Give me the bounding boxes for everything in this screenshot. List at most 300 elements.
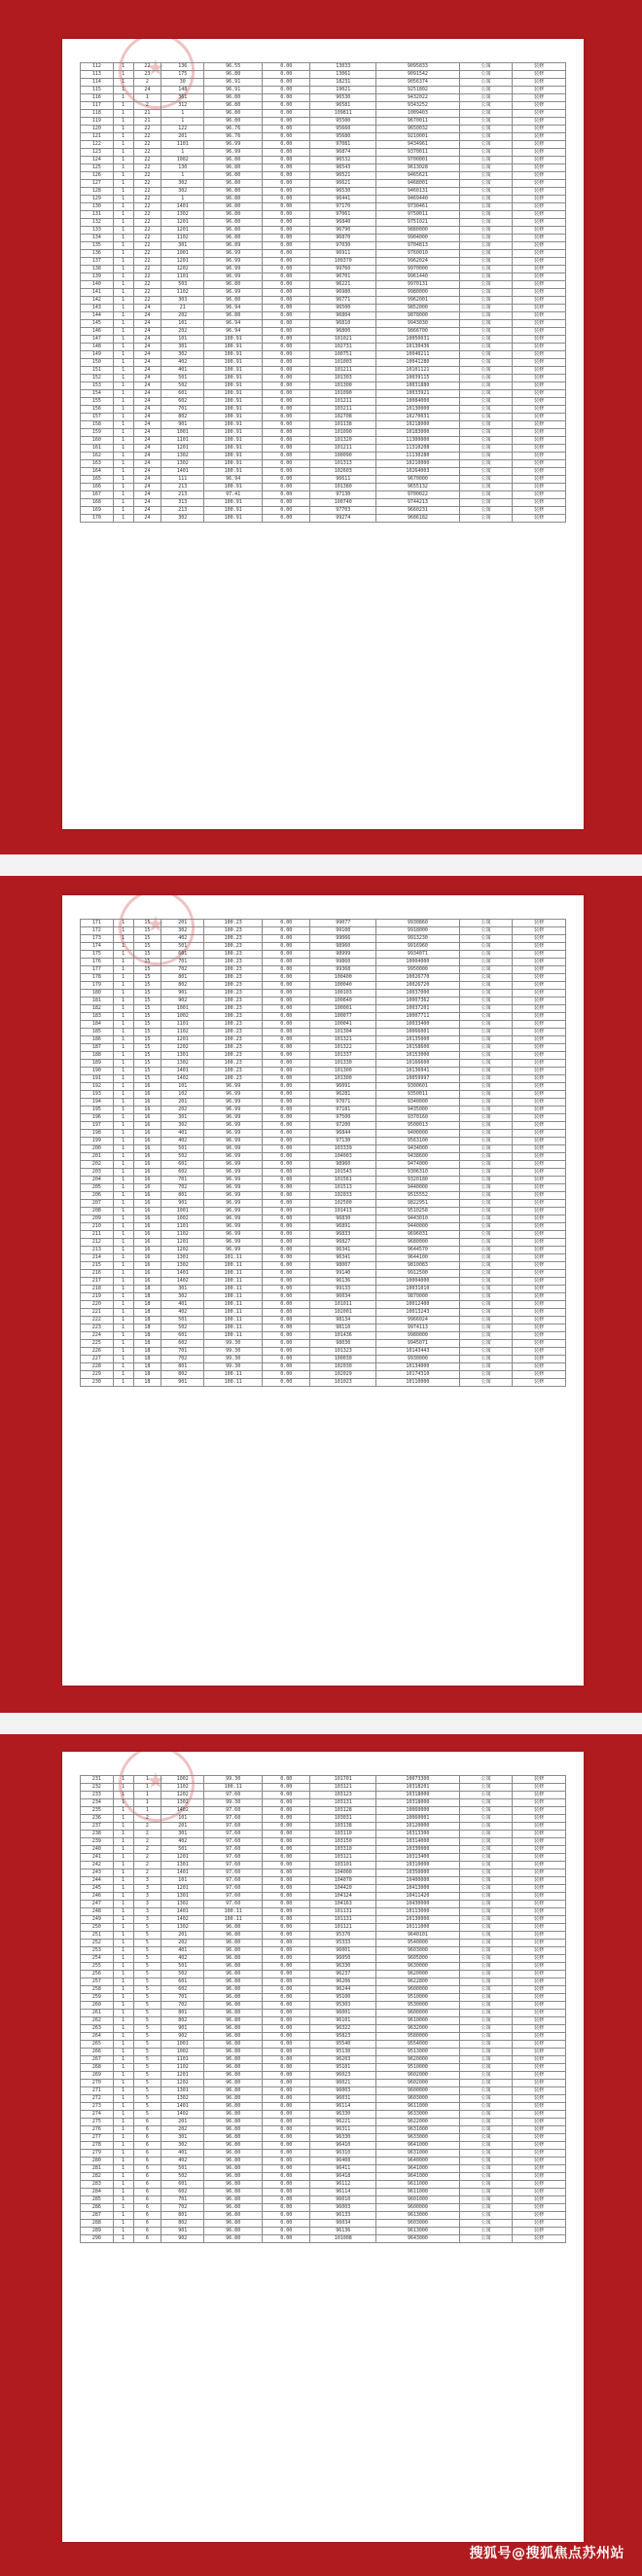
cell-usage: 公寓 — [459, 1262, 513, 1270]
cell-usage: 公寓 — [459, 1869, 513, 1877]
cell-row-no: 184 — [81, 1021, 114, 1029]
cell-row-no: 195 — [81, 1107, 114, 1114]
table-row — [81, 188, 566, 196]
cell-usage: 公寓 — [459, 1807, 513, 1815]
cell-decoration: 装修 — [513, 943, 566, 951]
cell-usage: 公寓 — [459, 1091, 513, 1099]
cell-unit: 16 — [133, 1099, 161, 1107]
cell-building: 1 — [113, 63, 133, 71]
cell-extra: 0.00 — [263, 2103, 310, 2111]
cell-row-no: 151 — [81, 367, 114, 375]
cell-building: 1 — [113, 1947, 133, 1955]
cell-area: 100.91 — [204, 344, 263, 351]
cell-usage: 公寓 — [459, 2041, 513, 2049]
table-row — [81, 1200, 566, 1208]
table-row — [81, 1231, 566, 1239]
table-row — [81, 1916, 566, 1924]
cell-area: 100.91 — [204, 429, 263, 437]
cell-total-price: 11300000 — [376, 437, 460, 445]
cell-extra: 0.00 — [263, 2025, 310, 2033]
cell-building: 1 — [113, 1286, 133, 1293]
cell-room: 1302 — [161, 211, 204, 219]
cell-unit-price: 97200 — [310, 1122, 376, 1130]
cell-unit-price: 95823 — [310, 2033, 376, 2041]
cell-unit: 15 — [133, 920, 161, 927]
cell-total-price: 9510000 — [376, 2064, 460, 2072]
cell-extra: 0.00 — [263, 328, 310, 336]
page-gap — [0, 854, 642, 876]
cell-usage: 公寓 — [459, 1021, 513, 1029]
cell-usage: 公寓 — [459, 63, 513, 71]
cell-usage: 公寓 — [459, 289, 513, 297]
cell-unit: 3 — [133, 1916, 161, 1924]
cell-decoration: 装修 — [513, 71, 566, 79]
cell-room: 313 — [161, 499, 204, 507]
cell-decoration: 装修 — [513, 2173, 566, 2181]
cell-building: 1 — [113, 1807, 133, 1815]
cell-unit-price: 101323 — [310, 1348, 376, 1356]
cell-building: 1 — [113, 2150, 133, 2158]
cell-decoration: 装修 — [513, 2111, 566, 2119]
table-row — [81, 1901, 566, 1908]
cell-building: 1 — [113, 1978, 133, 1986]
cell-area: 96.80 — [204, 2103, 263, 2111]
cell-decoration: 装修 — [513, 336, 566, 344]
cell-decoration: 装修 — [513, 1854, 566, 1862]
cell-room: 1002 — [161, 157, 204, 164]
cell-room: 402 — [161, 1138, 204, 1145]
cell-unit-price: 101320 — [310, 437, 376, 445]
cell-unit-price: 101513 — [310, 1184, 376, 1192]
cell-building: 1 — [113, 974, 133, 982]
cell-total-price: 9530000 — [376, 2002, 460, 2010]
cell-usage: 公寓 — [459, 1893, 513, 1901]
cell-usage: 公寓 — [459, 1192, 513, 1200]
cell-usage: 公寓 — [459, 437, 513, 445]
cell-building: 1 — [113, 1792, 133, 1799]
cell-building: 1 — [113, 1776, 133, 1784]
cell-total-price: 10004000 — [376, 959, 460, 966]
cell-extra: 0.00 — [263, 94, 310, 102]
cell-building: 1 — [113, 1192, 133, 1200]
cell-building: 1 — [113, 982, 133, 990]
cell-row-no: 257 — [81, 1978, 114, 1986]
cell-room: 602 — [161, 1169, 204, 1177]
cell-area: 96.99 — [204, 1099, 263, 1107]
cell-usage: 公寓 — [459, 211, 513, 219]
cell-room: 1102 — [161, 1029, 204, 1036]
cell-usage: 公寓 — [459, 312, 513, 320]
cell-total-price: 9878000 — [376, 312, 460, 320]
table-row — [81, 1955, 566, 1963]
cell-total-price: 9469440 — [376, 196, 460, 203]
cell-unit: 16 — [133, 1215, 161, 1223]
cell-decoration: 装修 — [513, 2025, 566, 2033]
cell-area: 96.99 — [204, 258, 263, 266]
cell-decoration: 装修 — [513, 266, 566, 273]
cell-room: 401 — [161, 367, 204, 375]
cell-unit-price: 100090 — [310, 453, 376, 460]
cell-extra: 0.00 — [263, 1823, 310, 1831]
cell-total-price: 10013243 — [376, 1309, 460, 1317]
cell-room: 702 — [161, 966, 204, 974]
cell-room: 1302 — [161, 453, 204, 460]
cell-area: 96.94 — [204, 476, 263, 484]
cell-unit: 18 — [133, 1379, 161, 1387]
cell-usage: 公寓 — [459, 935, 513, 943]
cell-building: 1 — [113, 1356, 133, 1363]
cell-usage: 公寓 — [459, 1978, 513, 1986]
cell-decoration: 装修 — [513, 1231, 566, 1239]
cell-room: 801 — [161, 2212, 204, 2220]
cell-unit: 2 — [133, 79, 161, 87]
cell-decoration: 装修 — [513, 367, 566, 375]
cell-unit: 22 — [133, 289, 161, 297]
cell-unit: 16 — [133, 1192, 161, 1200]
cell-room: 901 — [161, 2025, 204, 2033]
cell-building: 1 — [113, 79, 133, 87]
cell-usage: 公寓 — [459, 460, 513, 468]
cell-room: 802 — [161, 2220, 204, 2228]
cell-usage: 公寓 — [459, 1971, 513, 1978]
cell-unit: 18 — [133, 1363, 161, 1371]
cell-area: 96.80 — [204, 1940, 263, 1947]
cell-building: 1 — [113, 1348, 133, 1356]
cell-unit: 22 — [133, 235, 161, 242]
cell-unit-price: 99100 — [310, 927, 376, 935]
cell-unit-price: 101561 — [310, 1177, 376, 1184]
cell-total-price: 10350000 — [376, 1869, 460, 1877]
cell-decoration: 装修 — [513, 951, 566, 959]
cell-total-price: 9510000 — [376, 1994, 460, 2002]
cell-usage: 公寓 — [459, 1792, 513, 1799]
table-row — [81, 1340, 566, 1348]
cell-unit-price: 96408 — [310, 2158, 376, 2165]
table-row — [81, 421, 566, 429]
cell-usage: 公寓 — [459, 2150, 513, 2158]
cell-unit: 16 — [133, 1239, 161, 1247]
table-row — [81, 453, 566, 460]
cell-usage: 公寓 — [459, 2049, 513, 2056]
cell-unit-price: 100400 — [310, 974, 376, 982]
cell-unit-price: 100030 — [310, 1356, 376, 1363]
cell-building: 1 — [113, 1838, 133, 1846]
cell-unit-price: 96330 — [310, 2134, 376, 2142]
cell-building: 1 — [113, 351, 133, 359]
cell-extra: 0.00 — [263, 951, 310, 959]
cell-building: 1 — [113, 1239, 133, 1247]
cell-extra: 0.00 — [263, 258, 310, 266]
cell-building: 1 — [113, 1083, 133, 1091]
cell-row-no: 122 — [81, 141, 114, 149]
cell-room: 1102 — [161, 2064, 204, 2072]
cell-unit: 24 — [133, 507, 161, 515]
cell-decoration: 装修 — [513, 94, 566, 102]
cell-extra: 0.00 — [263, 1138, 310, 1145]
cell-usage: 公寓 — [459, 1145, 513, 1153]
cell-decoration: 装修 — [513, 281, 566, 289]
cell-row-no: 280 — [81, 2158, 114, 2165]
cell-room: 1201 — [161, 1854, 204, 1862]
cell-unit-price: 101090 — [310, 429, 376, 437]
cell-building: 1 — [113, 1869, 133, 1877]
cell-row-no: 153 — [81, 382, 114, 390]
cell-unit-price: 109811 — [310, 110, 376, 118]
cell-unit-price: 97061 — [310, 211, 376, 219]
cell-unit-price: 101138 — [310, 421, 376, 429]
cell-building: 1 — [113, 172, 133, 180]
cell-area: 100.11 — [204, 1317, 263, 1324]
cell-area: 100.91 — [204, 460, 263, 468]
cell-building: 1 — [113, 1846, 133, 1854]
cell-extra: 0.00 — [263, 1184, 310, 1192]
cell-building: 1 — [113, 1122, 133, 1130]
cell-row-no: 185 — [81, 1029, 114, 1036]
cell-unit-price: 95500 — [310, 118, 376, 126]
cell-row-no: 252 — [81, 1940, 114, 1947]
cell-area: 96.99 — [204, 1184, 263, 1192]
cell-usage: 公寓 — [459, 2181, 513, 2189]
table-row — [81, 1177, 566, 1184]
cell-row-no: 117 — [81, 102, 114, 110]
cell-extra: 0.00 — [263, 2080, 310, 2087]
cell-area: 100.23 — [204, 1021, 263, 1029]
cell-usage: 公寓 — [459, 1317, 513, 1324]
cell-decoration: 装修 — [513, 63, 566, 71]
cell-unit: 24 — [133, 460, 161, 468]
cell-total-price: 10101121 — [376, 367, 460, 375]
cell-area: 99.30 — [204, 1776, 263, 1784]
cell-building: 1 — [113, 515, 133, 523]
cell-room: 502 — [161, 382, 204, 390]
cell-unit: 24 — [133, 375, 161, 382]
cell-unit: 24 — [133, 87, 161, 94]
cell-unit: 6 — [133, 2220, 161, 2228]
cell-decoration: 装修 — [513, 149, 566, 157]
cell-row-no: 114 — [81, 79, 114, 87]
cell-total-price: 9306310 — [376, 1169, 460, 1177]
cell-room: 402 — [161, 2158, 204, 2165]
cell-unit-price: 95540 — [310, 2041, 376, 2049]
cell-extra: 0.00 — [263, 453, 310, 460]
cell-unit-price: 95333 — [310, 1940, 376, 1947]
cell-room: 1302 — [161, 2095, 204, 2103]
cell-extra: 0.00 — [263, 141, 310, 149]
cell-decoration: 装修 — [513, 219, 566, 227]
cell-total-price: 10033921 — [376, 390, 460, 398]
cell-usage: 公寓 — [459, 1130, 513, 1138]
cell-row-no: 126 — [81, 172, 114, 180]
cell-room: 501 — [161, 1145, 204, 1153]
cell-extra: 0.00 — [263, 367, 310, 375]
cell-room: 702 — [161, 2204, 204, 2212]
cell-usage: 公寓 — [459, 2220, 513, 2228]
cell-usage: 公寓 — [459, 1278, 513, 1286]
cell-row-no: 226 — [81, 1348, 114, 1356]
cell-row-no: 178 — [81, 974, 114, 982]
cell-unit: 22 — [133, 172, 161, 180]
cell-decoration: 装修 — [513, 1994, 566, 2002]
cell-area: 96.80 — [204, 2165, 263, 2173]
cell-usage: 公寓 — [459, 1184, 513, 1192]
table-row — [81, 1044, 566, 1052]
cell-unit-price: 96800 — [310, 328, 376, 336]
cell-row-no: 275 — [81, 2119, 114, 2126]
cell-row-no: 152 — [81, 375, 114, 382]
cell-building: 1 — [113, 966, 133, 974]
cell-unit-price: 13061 — [310, 71, 376, 79]
cell-total-price: 9600000 — [376, 2010, 460, 2017]
cell-building: 1 — [113, 1908, 133, 1916]
cell-building: 1 — [113, 390, 133, 398]
cell-area: 100.11 — [204, 1916, 263, 1924]
cell-usage: 公寓 — [459, 242, 513, 250]
cell-room: 1201 — [161, 258, 204, 266]
cell-unit-price: 101303 — [310, 375, 376, 382]
cell-room: 303 — [161, 297, 204, 305]
cell-area: 100.23 — [204, 966, 263, 974]
cell-extra: 0.00 — [263, 2134, 310, 2142]
cell-decoration: 装修 — [513, 414, 566, 421]
cell-unit-price: 96203 — [310, 2056, 376, 2064]
cell-row-no: 171 — [81, 920, 114, 927]
cell-total-price: 9633000 — [376, 2134, 460, 2142]
cell-unit-price: 95130 — [310, 2049, 376, 2056]
cell-unit: 24 — [133, 491, 161, 499]
cell-room: 1 — [161, 110, 204, 118]
cell-row-no: 241 — [81, 1854, 114, 1862]
cell-building: 1 — [113, 1924, 133, 1932]
cell-usage: 公寓 — [459, 1363, 513, 1371]
cell-extra: 0.00 — [263, 2181, 310, 2189]
cell-decoration: 装修 — [513, 1177, 566, 1184]
cell-unit: 5 — [133, 2010, 161, 2017]
cell-total-price: 10031880 — [376, 382, 460, 390]
table-row — [81, 1317, 566, 1324]
cell-unit-price: 96206 — [310, 1978, 376, 1986]
cell-decoration: 装修 — [513, 1301, 566, 1309]
cell-extra: 0.00 — [263, 2056, 310, 2064]
table-row — [81, 1301, 566, 1309]
cell-decoration: 装修 — [513, 390, 566, 398]
table-row — [81, 2064, 566, 2072]
cell-building: 1 — [113, 1278, 133, 1286]
table-row — [81, 1254, 566, 1262]
cell-total-price: 9438600 — [376, 1153, 460, 1161]
cell-total-price: 9930000 — [376, 1356, 460, 1363]
cell-unit-price: 102500 — [310, 1200, 376, 1208]
cell-building: 1 — [113, 1052, 133, 1060]
cell-unit: 22 — [133, 258, 161, 266]
cell-unit-price: 96771 — [310, 297, 376, 305]
cell-unit-price: 95370 — [310, 1932, 376, 1940]
cell-area: 96.80 — [204, 2212, 263, 2220]
table-row — [81, 1893, 566, 1901]
cell-decoration: 装修 — [513, 2181, 566, 2189]
cell-extra: 0.00 — [263, 320, 310, 328]
cell-unit: 2 — [133, 1838, 161, 1846]
cell-area: 100.11 — [204, 1278, 263, 1286]
cell-extra: 0.00 — [263, 1270, 310, 1278]
cell-total-price: 9870000 — [376, 1293, 460, 1301]
cell-total-price: 9974113 — [376, 1324, 460, 1332]
cell-room: 101 — [161, 320, 204, 328]
cell-unit-price: 100001 — [310, 1005, 376, 1013]
cell-usage: 公寓 — [459, 974, 513, 982]
cell-room: 802 — [161, 414, 204, 421]
cell-building: 1 — [113, 2041, 133, 2049]
cell-area: 100.23 — [204, 1068, 263, 1075]
cell-room: 1 — [161, 118, 204, 126]
cell-area: 99.30 — [204, 1799, 263, 1807]
cell-extra: 0.00 — [263, 920, 310, 927]
cell-area: 96.91 — [204, 79, 263, 87]
cell-extra: 0.00 — [263, 1908, 310, 1916]
cell-extra: 0.00 — [263, 1044, 310, 1052]
cell-extra: 0.00 — [263, 1317, 310, 1324]
cell-row-no: 221 — [81, 1309, 114, 1317]
table-row — [81, 1138, 566, 1145]
cell-usage: 公寓 — [459, 1932, 513, 1940]
table-row — [81, 1278, 566, 1286]
cell-usage: 公寓 — [459, 367, 513, 375]
cell-room: 1401 — [161, 1068, 204, 1075]
table-row — [81, 1107, 566, 1114]
cell-usage: 公寓 — [459, 1231, 513, 1239]
cell-usage: 公寓 — [459, 1854, 513, 1862]
cell-total-price: 9563100 — [376, 1138, 460, 1145]
table-row — [81, 2111, 566, 2119]
cell-building: 1 — [113, 235, 133, 242]
table-row — [81, 1792, 566, 1799]
cell-unit: 15 — [133, 927, 161, 935]
cell-usage: 公寓 — [459, 1013, 513, 1021]
cell-room: 201 — [161, 2119, 204, 2126]
cell-extra: 0.00 — [263, 1052, 310, 1060]
cell-row-no: 258 — [81, 1986, 114, 1994]
cell-area: 100.11 — [204, 1332, 263, 1340]
page-gap — [0, 0, 642, 14]
cell-room: 1 — [161, 172, 204, 180]
cell-total-price: 10059997 — [376, 1075, 460, 1083]
cell-unit: 18 — [133, 1317, 161, 1324]
cell-room: 1101 — [161, 1223, 204, 1231]
cell-building: 1 — [113, 1371, 133, 1379]
cell-unit: 16 — [133, 1184, 161, 1192]
cell-extra: 0.00 — [263, 966, 310, 974]
cell-usage: 公寓 — [459, 258, 513, 266]
cell-building: 1 — [113, 2017, 133, 2025]
table-row — [81, 1052, 566, 1060]
cell-unit-price: 96844 — [310, 1130, 376, 1138]
cell-row-no: 172 — [81, 927, 114, 935]
cell-total-price: 9600000 — [376, 2087, 460, 2095]
cell-total-price: 9600000 — [376, 1986, 460, 1994]
cell-room: 130 — [161, 164, 204, 172]
cell-decoration: 装修 — [513, 258, 566, 266]
table-row — [81, 126, 566, 133]
cell-decoration: 装修 — [513, 1893, 566, 1901]
cell-total-price: 9655132 — [376, 484, 460, 491]
cell-row-no: 138 — [81, 266, 114, 273]
cell-row-no: 255 — [81, 1963, 114, 1971]
cell-decoration: 装修 — [513, 188, 566, 196]
cell-row-no: 168 — [81, 499, 114, 507]
cell-room: 1101 — [161, 437, 204, 445]
cell-decoration: 装修 — [513, 312, 566, 320]
cell-area: 96.80 — [204, 2056, 263, 2064]
cell-row-no: 277 — [81, 2134, 114, 2142]
